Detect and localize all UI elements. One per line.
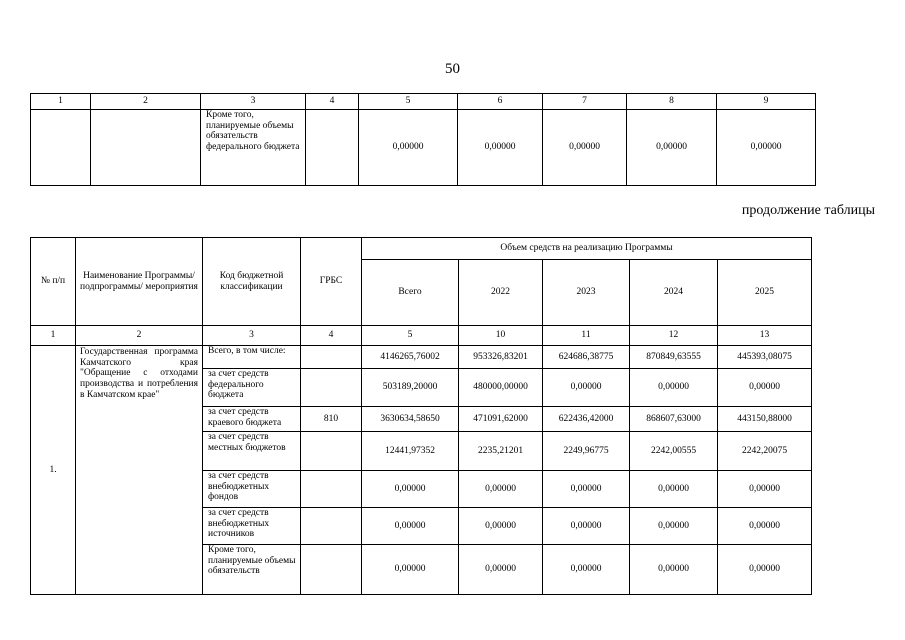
value-cell: 0,00000 bbox=[718, 545, 812, 595]
value-cell: 480000,00000 bbox=[459, 369, 543, 407]
program-name: Государственная программа Камчатского края "Обращение с отходами производства и потребления в Камчатском крае" bbox=[76, 346, 203, 595]
value-cell: 0,00000 bbox=[718, 508, 812, 545]
value-cell: 2249,96775 bbox=[543, 432, 630, 471]
budget-table bbox=[30, 237, 812, 595]
value-cell: 0,00000 bbox=[362, 508, 459, 545]
col-num: 4 bbox=[301, 326, 362, 346]
col-num: 2 bbox=[91, 94, 201, 110]
header-year: 2022 bbox=[459, 260, 543, 326]
col-num: 3 bbox=[201, 94, 306, 110]
value-cell: 0,00000 bbox=[458, 110, 543, 186]
value-cell: 12441,97352 bbox=[362, 432, 459, 471]
value-cell: 622436,42000 bbox=[543, 407, 630, 432]
grbs-cell bbox=[301, 545, 362, 595]
value-cell: 0,00000 bbox=[718, 471, 812, 508]
grbs-cell: 810 bbox=[301, 407, 362, 432]
row-description: за счет средств внебюджетных источников bbox=[203, 508, 301, 545]
header-name: Наименование Программы/ подпрограммы/ мероприятия bbox=[76, 238, 203, 326]
value-cell: 0,00000 bbox=[630, 545, 718, 595]
value-cell: 2235,21201 bbox=[459, 432, 543, 471]
value-cell: 0,00000 bbox=[630, 471, 718, 508]
value-cell: 0,00000 bbox=[359, 110, 458, 186]
value-cell: 0,00000 bbox=[459, 471, 543, 508]
value-cell: 0,00000 bbox=[630, 508, 718, 545]
col-num: 12 bbox=[630, 326, 718, 346]
header-year: 2023 bbox=[543, 260, 630, 326]
table-row bbox=[31, 346, 812, 369]
col-num: 13 bbox=[718, 326, 812, 346]
value-cell: 0,00000 bbox=[717, 110, 816, 186]
value-cell: 953326,83201 bbox=[459, 346, 543, 369]
value-cell: 4146265,76002 bbox=[362, 346, 459, 369]
value-cell: 870849,63555 bbox=[630, 346, 718, 369]
value-cell: 0,00000 bbox=[543, 110, 627, 186]
value-cell: 0,00000 bbox=[543, 369, 630, 407]
value-cell: 0,00000 bbox=[543, 508, 630, 545]
header-funding: Объем средств на реализацию Программы bbox=[362, 238, 812, 260]
value-cell: 0,00000 bbox=[630, 369, 718, 407]
row-description: за счет средств местных бюджетов bbox=[203, 432, 301, 471]
header-row bbox=[31, 238, 812, 260]
col-num: 1 bbox=[31, 94, 91, 110]
value-cell: 0,00000 bbox=[459, 508, 543, 545]
value-cell: 0,00000 bbox=[543, 545, 630, 595]
header-year: 2025 bbox=[718, 260, 812, 326]
col-num: 5 bbox=[362, 326, 459, 346]
col-num: 6 bbox=[458, 94, 543, 110]
item-number: 1. bbox=[31, 346, 76, 595]
col-num: 10 bbox=[459, 326, 543, 346]
grbs-cell bbox=[301, 369, 362, 407]
value-cell: 445393,08075 bbox=[718, 346, 812, 369]
header-code: Код бюджетной классификации bbox=[203, 238, 301, 326]
value-cell: 2242,20075 bbox=[718, 432, 812, 471]
value-cell: 0,00000 bbox=[718, 369, 812, 407]
row-description: Кроме того, планируемые объемы обязательств bbox=[203, 545, 301, 595]
grbs-cell bbox=[301, 346, 362, 369]
value-cell: 443150,88000 bbox=[718, 407, 812, 432]
value-cell: 0,00000 bbox=[459, 545, 543, 595]
grbs-cell bbox=[301, 508, 362, 545]
column-number-row bbox=[31, 326, 812, 346]
value-cell: 0,00000 bbox=[627, 110, 717, 186]
col-num: 8 bbox=[627, 94, 717, 110]
value-cell: 624686,38775 bbox=[543, 346, 630, 369]
value-cell: 3630634,58650 bbox=[362, 407, 459, 432]
budget-table-top bbox=[30, 93, 816, 186]
header-total: Всего bbox=[362, 260, 459, 326]
col-num: 9 bbox=[717, 94, 816, 110]
continuation-label: продолжение таблицы bbox=[741, 203, 875, 218]
value-cell: 0,00000 bbox=[362, 545, 459, 595]
grbs-cell bbox=[301, 432, 362, 471]
row-description: за счет средств внебюджетных фондов bbox=[203, 471, 301, 508]
value-cell: 868607,63000 bbox=[630, 407, 718, 432]
col-num: 1 bbox=[31, 326, 76, 346]
table-row bbox=[31, 110, 816, 186]
col-num: 4 bbox=[306, 94, 359, 110]
header-grbs: ГРБС bbox=[301, 238, 362, 326]
row-description: Всего, в том числе: bbox=[203, 346, 301, 369]
grbs-cell bbox=[301, 471, 362, 508]
value-cell: 2242,00555 bbox=[630, 432, 718, 471]
value-cell: 503189,20000 bbox=[362, 369, 459, 407]
value-cell: 0,00000 bbox=[543, 471, 630, 508]
header-num: № п/п bbox=[31, 238, 76, 326]
value-cell: 0,00000 bbox=[362, 471, 459, 508]
column-number-row bbox=[31, 94, 816, 110]
page-number: 50 bbox=[445, 61, 460, 77]
row-description: за счет средств федерального бюджета bbox=[203, 369, 301, 407]
col-num: 5 bbox=[359, 94, 458, 110]
row-description: за счет средств краевого бюджета bbox=[203, 407, 301, 432]
col-num: 7 bbox=[543, 94, 627, 110]
col-num: 2 bbox=[76, 326, 203, 346]
col-num: 11 bbox=[543, 326, 630, 346]
col-num: 3 bbox=[203, 326, 301, 346]
header-year: 2024 bbox=[630, 260, 718, 326]
value-cell: 471091,62000 bbox=[459, 407, 543, 432]
row-description: Кроме того, планируемые объемы обязательств федерального бюджета bbox=[201, 110, 306, 186]
